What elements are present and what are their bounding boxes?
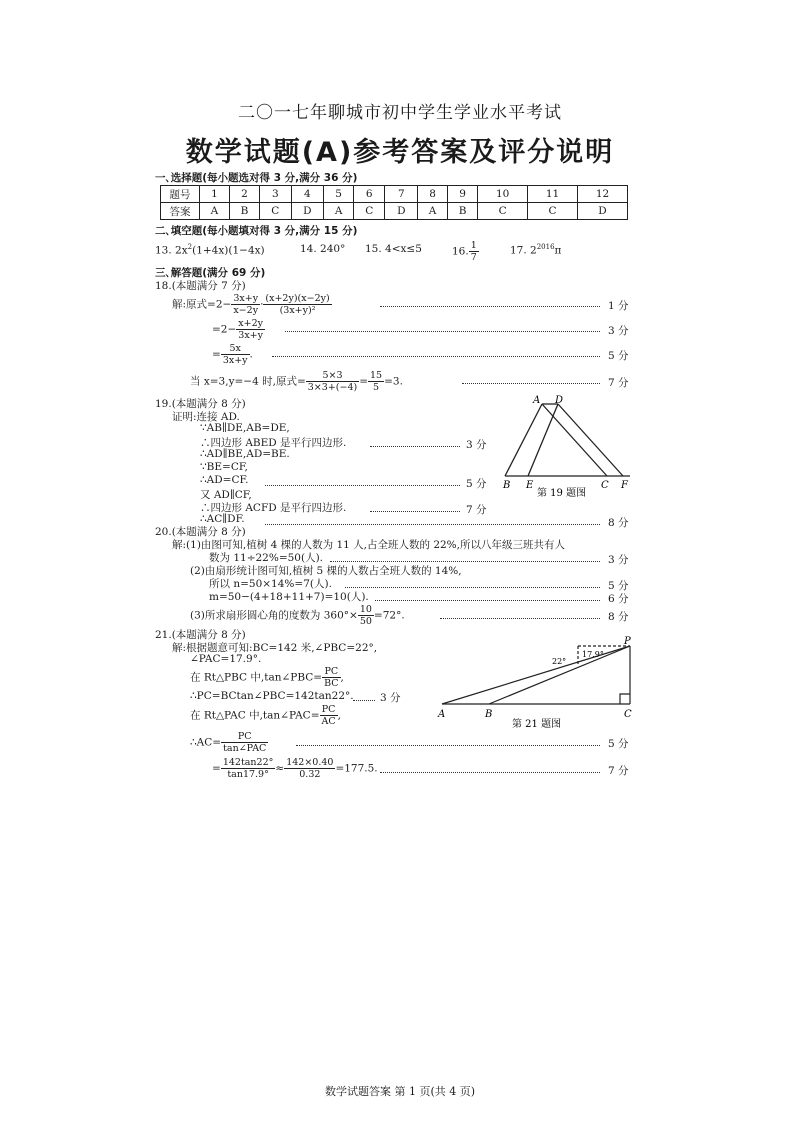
table-cell: 11: [528, 186, 578, 203]
table-cell: D: [385, 203, 418, 220]
answer-table: [160, 185, 628, 220]
q21-l7-pre: =: [212, 762, 221, 775]
q19-header: 19.(本题满分 8 分): [155, 398, 246, 410]
section3-heading: 三､解答题(满分 69 分): [155, 267, 266, 279]
q20-line: 解:(1)由图可知,植树 4 棵的人数为 11 人,占全班人数的 22%,所以八年级三班共有人: [172, 539, 565, 551]
label-f: F: [621, 480, 628, 491]
answer-16: [452, 240, 479, 263]
table-cell: C: [260, 203, 291, 220]
q18-line4: [190, 370, 403, 393]
q20-l6-pre: (3)所求扇形圆心角的度数为 360°×: [190, 609, 358, 622]
label-b: B: [503, 480, 511, 491]
table-cell: B: [229, 203, 259, 220]
leader-dots: [375, 600, 600, 601]
fraction-numerator: (x+2y)(x−2y): [265, 293, 330, 304]
table-cell: C: [354, 203, 385, 220]
leader-dots: [380, 772, 600, 773]
answer-15: 15. 4<x≤5: [365, 243, 422, 255]
table-cell: 3: [260, 186, 291, 203]
q19-figure: [495, 394, 635, 504]
answer-14: 14. 240°: [300, 243, 346, 255]
leader-dots: [380, 306, 600, 307]
leader-dots: [353, 700, 375, 701]
fraction-numerator: PC: [322, 666, 340, 678]
table-cell: D: [578, 203, 628, 220]
segment-pb: [489, 646, 630, 704]
leader-dots: [265, 524, 600, 525]
q19-line: ∴AD∥BE,AD=BE.: [200, 448, 290, 460]
q18-line3: [212, 343, 253, 366]
segment-de: [528, 404, 558, 476]
q20-header: 20.(本题满分 8 分): [155, 526, 246, 538]
q21-l6-pre: ∴AC=: [190, 736, 222, 749]
q21-line3: [190, 666, 344, 689]
q21-line: 解:根据题意可知:BC=142 米,∠PBC=22°,: [172, 642, 378, 654]
fraction-denominator: 3x+y: [238, 330, 264, 341]
label-p: P: [624, 636, 631, 647]
table-cell: 2: [229, 186, 259, 203]
score-mark: 3 分: [608, 325, 629, 337]
q21-figure: [432, 636, 637, 734]
table-cell: D: [291, 203, 324, 220]
fraction-denominator: 50: [359, 616, 372, 627]
answer-13-tail: (1+4x)(1−4x): [192, 244, 265, 257]
q21-line: ∴PC=BCtan∠PBC=142tan22°.: [190, 690, 354, 702]
leader-dots: [330, 561, 600, 562]
score-mark: 8 分: [608, 517, 629, 529]
main-title: 数学试题(A)参考答案及评分说明: [185, 137, 615, 168]
q20-l6-post: =72°.: [373, 609, 405, 622]
table-cell: C: [478, 203, 528, 220]
exam-title: 二〇一七年聊城市初中学生学业水平考试: [238, 103, 562, 123]
q20-line6: [190, 604, 405, 627]
q18-header: 18.(本题满分 7 分): [155, 280, 246, 292]
label-c: C: [624, 709, 632, 720]
answer-13: [155, 243, 265, 257]
q21-l7-mid: ≈: [275, 762, 285, 775]
q21-l3-post: ,: [340, 671, 344, 684]
table-cell: C: [528, 203, 578, 220]
q21-line5: [190, 704, 341, 727]
q19-line: ∵AB∥DE,AB=DE,: [200, 422, 290, 434]
leader-dots: [440, 618, 600, 619]
fraction-denominator: 3×3+(−4): [307, 382, 358, 393]
table-cell: 7: [385, 186, 418, 203]
row-label: 题号: [161, 186, 200, 203]
score-mark: 5 分: [608, 580, 629, 592]
fraction-denominator: x−2y: [233, 305, 259, 316]
q21-l3-pre: 在 Rt△PBC 中,tan∠PBC=: [190, 671, 323, 684]
fraction-denominator: 3x+y: [222, 355, 248, 366]
table-cell: 8: [418, 186, 448, 203]
leader-dots: [265, 485, 460, 486]
section2-heading: 二､填空题(每小题填对得 3 分,满分 15 分): [155, 225, 358, 237]
fraction-numerator: x+2y: [238, 318, 264, 329]
q18-l4-mid: =: [359, 375, 369, 388]
q19-line: ∴AC∥DF.: [200, 513, 245, 525]
fraction-numerator: 5x: [221, 343, 250, 355]
q18-line2: [212, 318, 265, 341]
leader-dots: [462, 383, 600, 384]
q19-line: 又 AD∥CF,: [200, 489, 252, 501]
q21-header: 21.(本题满分 8 分): [155, 629, 246, 641]
q19-line: ∴AD=CF.: [200, 474, 249, 486]
angle-179-label: 17.9°: [582, 650, 604, 659]
q20-line: (2)由扇形统计图可知,植树 5 棵的人数占全班人数的 14%,: [190, 565, 462, 577]
answer-17-sup: 2016: [536, 243, 555, 251]
score-mark: 5 分: [608, 738, 629, 750]
q21-line: ∠PAC=17.9°.: [190, 653, 262, 665]
table-row: [161, 186, 628, 203]
table-cell: 4: [291, 186, 324, 203]
leader-dots: [370, 446, 460, 447]
score-mark: 3 分: [380, 692, 401, 704]
row-label: 答案: [161, 203, 200, 220]
label-e: E: [526, 480, 534, 491]
answer-16-label: 16.: [452, 245, 469, 258]
fraction-denominator: tan∠PAC: [223, 743, 267, 754]
q18-l4-pre: 当 x=3,y=−4 时,原式=: [190, 375, 306, 388]
section1-heading: 一､选择题(每小题选对得 3 分,满分 36 分): [155, 172, 358, 184]
fraction-numerator: PC: [320, 704, 338, 716]
q21-l7-post: =177.5.: [335, 762, 378, 775]
label-a: A: [533, 395, 541, 406]
label-a: A: [438, 709, 446, 720]
score-mark: 8 分: [608, 611, 629, 623]
segment-ac: [542, 404, 607, 476]
q21-line7: [212, 757, 378, 780]
q21-l5-pre: 在 Rt△PAC 中,tan∠PAC=: [190, 709, 320, 722]
leader-dots: [345, 587, 600, 588]
leader-dots: [285, 331, 600, 332]
fraction-numerator: 5×3: [306, 370, 359, 382]
score-mark: 3 分: [466, 439, 487, 451]
angle-22-label: 22°: [552, 657, 567, 666]
q18-l3-post: .: [249, 348, 253, 361]
answer-17: [510, 243, 561, 257]
q21-line6: [190, 731, 268, 754]
answer-13-sup: 2: [187, 243, 193, 251]
segment-ab: [505, 404, 542, 476]
label-b: B: [485, 709, 493, 720]
score-mark: 6 分: [608, 593, 629, 605]
fraction-denominator: 7: [470, 252, 477, 263]
q18-l4-post: =3.: [384, 375, 403, 388]
fraction-denominator: 0.32: [299, 769, 321, 780]
fraction-denominator: BC: [324, 678, 339, 689]
table-cell: 1: [200, 186, 230, 203]
table-row: [161, 203, 628, 220]
q19-line: ∵BE=CF,: [200, 461, 248, 473]
table-cell: 10: [478, 186, 528, 203]
q18-l1-mid: ·: [260, 298, 264, 311]
leader-dots: [370, 511, 460, 512]
label-d: D: [555, 395, 564, 406]
segment-df: [558, 404, 623, 476]
label-c: C: [601, 480, 609, 491]
answer-17-text: 17. 2: [510, 244, 537, 257]
q20-line: 所以 n=50×14%=7(人).: [209, 578, 332, 590]
answer-17-tail: π: [554, 244, 562, 257]
score-mark: 7 分: [608, 765, 629, 777]
leader-dots: [272, 356, 600, 357]
q18-l3-pre: =: [212, 348, 221, 361]
fraction-numerator: 142×0.40: [286, 757, 334, 768]
table-cell: A: [324, 203, 354, 220]
fraction-denominator: 5: [373, 382, 380, 393]
fraction-denominator: AC: [321, 716, 336, 727]
fraction-numerator: 142tan22°: [222, 757, 274, 768]
fraction-numerator: 3x+y: [233, 293, 259, 304]
fraction-numerator: PC: [221, 731, 268, 743]
q18-line1: [172, 293, 332, 316]
score-mark: 7 分: [608, 377, 629, 389]
fraction-denominator: tan17.9°: [227, 769, 269, 780]
score-mark: 7 分: [466, 504, 487, 516]
q20-line: 数为 11÷22%=50(人).: [209, 552, 324, 564]
page-footer: 数学试题答案 第 1 页(共 4 页): [324, 1085, 476, 1098]
table-cell: 6: [354, 186, 385, 203]
figure-caption: 第 19 题图: [537, 488, 587, 499]
score-mark: 3 分: [608, 554, 629, 566]
table-cell: B: [447, 203, 477, 220]
fraction-denominator: (3x+y)²: [279, 305, 316, 316]
right-angle-mark: [620, 694, 630, 704]
table-cell: 12: [578, 186, 628, 203]
table-cell: A: [200, 203, 230, 220]
table-cell: 5: [324, 186, 354, 203]
answer-13-text: 13. 2x: [155, 244, 188, 257]
q19-line: ∴四边形 ABED 是平行四边形.: [200, 437, 347, 449]
q20-line: m=50−(4+18+11+7)=10(人).: [209, 591, 369, 603]
q18-l1-pre: 解:原式=2−: [172, 298, 232, 311]
q18-l2-pre: =2−: [212, 323, 237, 336]
q19-line: 证明:连接 AD.: [172, 411, 240, 423]
fraction-numerator: 10: [359, 604, 372, 615]
fraction-numerator: 1: [470, 240, 477, 251]
q19-line: ∴四边形 ACFD 是平行四边形.: [200, 502, 347, 514]
q21-l5-post: ,: [337, 709, 341, 722]
table-cell: A: [418, 203, 448, 220]
fraction-numerator: 15: [370, 370, 383, 381]
leader-dots: [296, 745, 600, 746]
score-mark: 1 分: [608, 300, 629, 312]
figure-caption: 第 21 题图: [512, 719, 562, 730]
score-mark: 5 分: [608, 350, 629, 362]
table-cell: 9: [447, 186, 477, 203]
score-mark: 5 分: [466, 478, 487, 490]
